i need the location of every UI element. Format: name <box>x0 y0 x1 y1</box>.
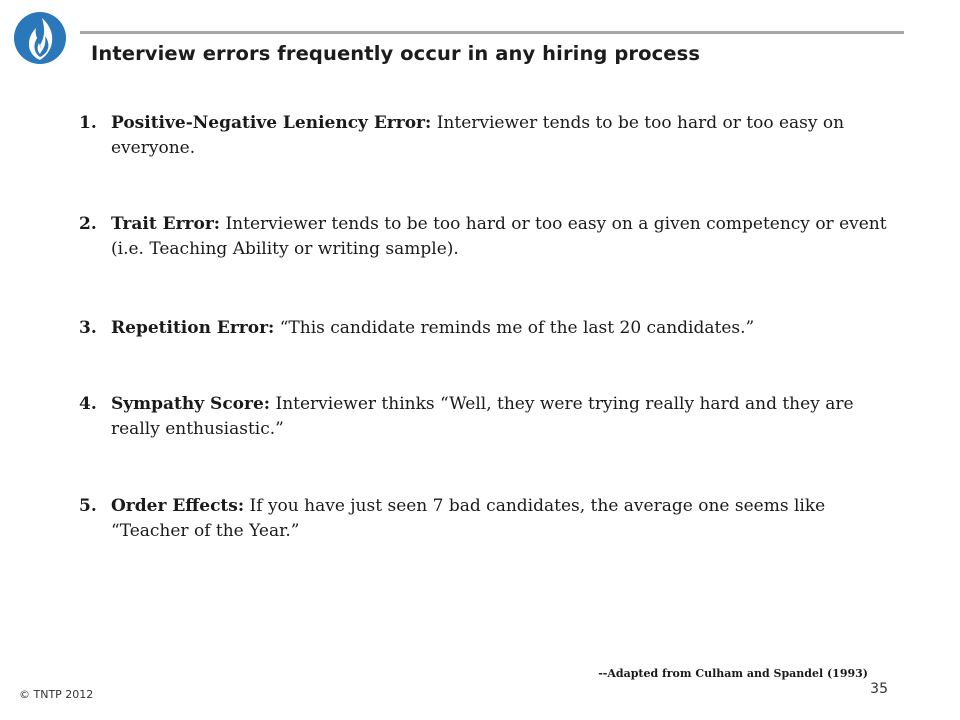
list-item <box>79 316 889 341</box>
item-text: Interviewer thinks “Well, they were trying really hard and they are really enthusiastic.” <box>111 394 854 439</box>
item-body <box>111 392 889 442</box>
copyright: © TNTP 2012 <box>19 688 94 701</box>
item-text: Interviewer tends to be too hard or too easy on a given competency or event (i.e. Teaching Ability or writing sample). <box>111 214 887 259</box>
flame-logo-icon <box>12 10 68 66</box>
item-body <box>111 494 889 544</box>
item-term: Positive-Negative Leniency Error: <box>111 113 432 133</box>
item-term: Repetition Error: <box>111 318 275 338</box>
item-text: If you have just seen 7 bad candidates, the average one seems like “Teacher of the Year.” <box>111 496 826 541</box>
item-number: 2. <box>79 214 97 234</box>
list-item <box>79 494 889 544</box>
item-number: 1. <box>79 113 97 133</box>
list-item <box>79 392 889 442</box>
item-term: Order Effects: <box>111 496 245 516</box>
list-item <box>79 212 889 262</box>
item-text: Interviewer tends to be too hard or too easy on everyone. <box>111 113 845 158</box>
item-number: 3. <box>79 318 97 338</box>
item-number: 5. <box>79 496 97 516</box>
header-rule <box>80 31 904 34</box>
item-body <box>111 111 889 161</box>
item-number: 4. <box>79 394 97 414</box>
citation: --Adapted from Culham and Spandel (1993) <box>598 667 868 680</box>
item-term: Sympathy Score: <box>111 394 271 414</box>
item-body <box>111 316 889 341</box>
list-item <box>79 111 889 161</box>
slide-title: Interview errors frequently occur in any hiring process <box>91 42 701 65</box>
item-term: Trait Error: <box>111 214 221 234</box>
page-number: 35 <box>870 681 888 697</box>
item-body <box>111 212 889 262</box>
item-text: “This candidate reminds me of the last 20 candidates.” <box>279 318 755 338</box>
